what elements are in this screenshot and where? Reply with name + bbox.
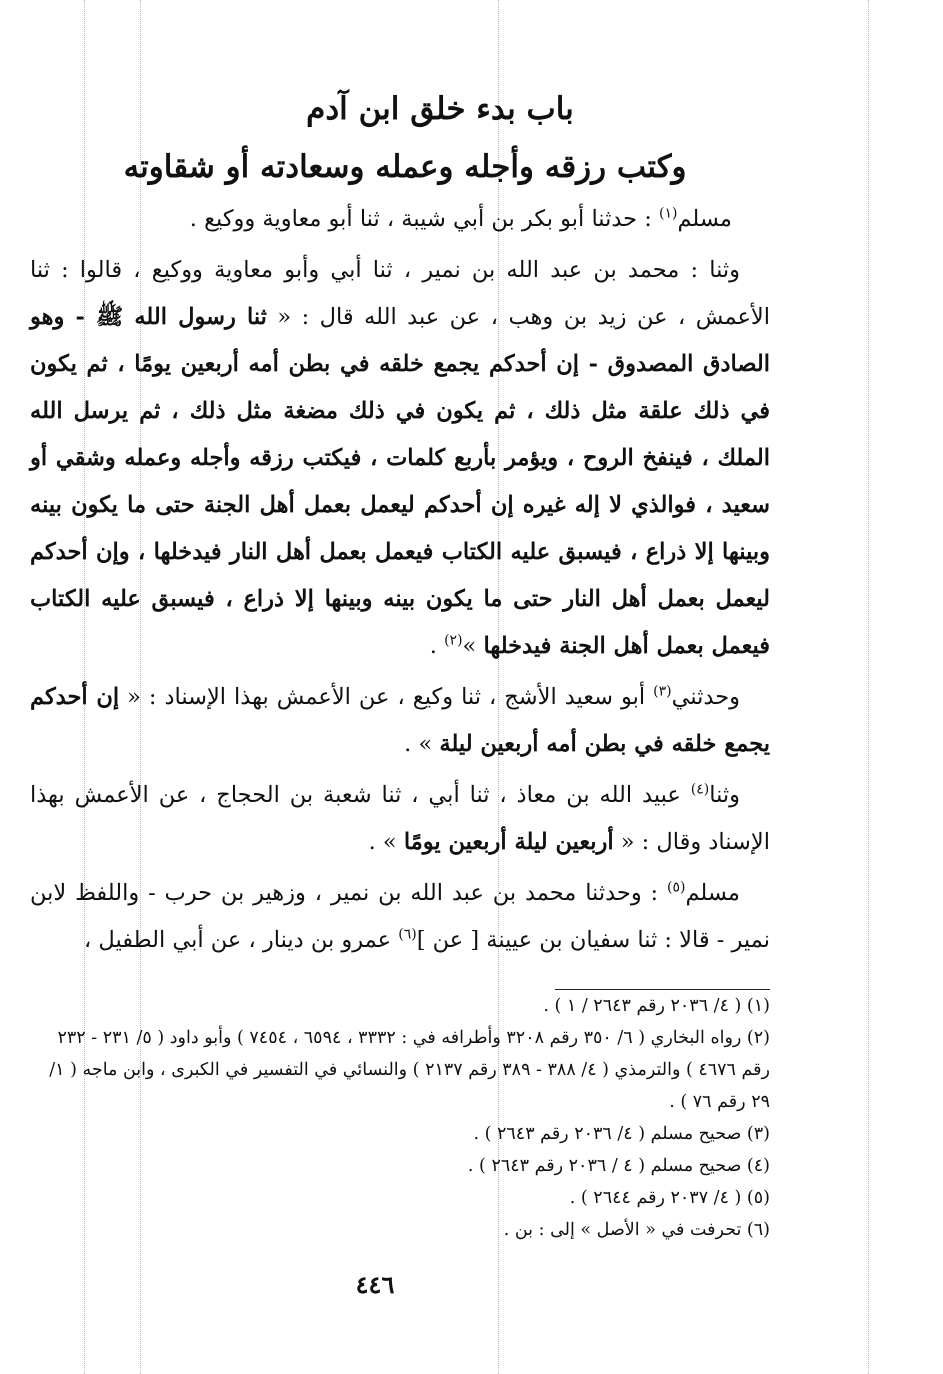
main-text bbox=[30, 80, 770, 968]
quote-close: » . bbox=[368, 829, 404, 855]
source-name: مسلم bbox=[677, 206, 732, 232]
quote-close: » bbox=[462, 633, 484, 659]
footnote-ref: (٢) bbox=[444, 632, 463, 649]
paragraph-2 bbox=[30, 247, 770, 670]
chapter-subtitle: وكتب رزقه وأجله وعمله وسعادته أو شقاوته bbox=[123, 149, 687, 185]
isnad-text: عمرو بن دينار ، عن أبي الطفيل ، bbox=[84, 927, 399, 953]
paragraph-3 bbox=[30, 674, 770, 768]
footnote-ref: (٦) bbox=[398, 926, 417, 943]
footnote-item: (٢) رواه البخاري ( ٦/ ٣٥٠ رقم ٣٢٠٨ وأطرافه في : ٣٣٣٢ ، ٦٥٩٤ ، ٧٤٥٤ ) وأبو داود ( ٥/ ٢٣١ - ٢٣٢ رقم ٤٦٧٦ ) والترمذي ( ٤/ ٣٨٨ - ٣٨٩ رقم ٢١٣٧ ) والنسائي في التفسير في الكبرى ، وابن ماجه ( ١/ ٢٩ رقم ٧٦ ) . bbox=[49, 1028, 770, 1112]
footnote-item: (٤) صحيح مسلم ( ٤ / ٢٠٣٦ رقم ٢٦٤٣ ) . bbox=[467, 1156, 770, 1176]
hadith-text: أربعين ليلة أربعين يومًا bbox=[403, 829, 614, 855]
footnote-ref: (٣) bbox=[653, 683, 672, 700]
isnad-text: وحدثني bbox=[671, 684, 740, 710]
paragraph-5 bbox=[30, 870, 770, 964]
paragraph-1 bbox=[30, 196, 770, 243]
isnad-text: وثنا bbox=[709, 782, 740, 808]
footnote-ref: (١) bbox=[658, 205, 678, 222]
paragraph-4 bbox=[30, 772, 770, 866]
paragraph-end: . bbox=[429, 633, 445, 659]
footnote-ref: (٤) bbox=[690, 781, 710, 798]
isnad-text: : حدثنا أبو بكر بن أبي شيبة ، ثنا أبو معاوية ووكيع . bbox=[189, 206, 659, 232]
isnad-text: : وحدثنا محمد بن عبد الله بن نمير ، وزهير بن حرب - واللفظ لابن نمير - قالا : ثنا سفيان بن عيينة [ عن ] bbox=[30, 880, 770, 953]
page-number: ٤٤٦ bbox=[355, 1270, 395, 1299]
footnote-ref: (٥) bbox=[666, 879, 686, 896]
footnotes bbox=[30, 990, 770, 1246]
hadith-text: إن أحدكم يجمع خلقه في بطن أمه أربعين ليلة bbox=[30, 684, 770, 757]
quote-close: » . bbox=[404, 731, 440, 757]
isnad-text: وثنا : محمد بن عبد الله بن نمير ، ثنا أبي وأبو معاوية ووكيع ، قالوا : ثنا الأعمش ، عن زيد بن وهب ، عن عبد الله قال : « bbox=[30, 257, 770, 330]
chapter-title: باب بدء خلق ابن آدم bbox=[306, 91, 574, 127]
footnote-item: (٥) ( ٤/ ٢٠٣٧ رقم ٢٦٤٤ ) . bbox=[569, 1188, 770, 1208]
isnad-text: عبيد الله بن معاذ ، ثنا أبي ، ثنا شعبة بن الحجاج ، عن الأعمش بهذا الإسناد وقال : « bbox=[30, 782, 770, 855]
hadith-text: ثنا رسول الله ﷺ - وهو الصادق المصدوق - إن أحدكم يجمع خلقه في بطن أمه أربعين يومًا ، ثم يكون في ذلك علقة مثل ذلك ، ثم يكون في ذلك مضغة مثل ذلك ، ثم يرسل الله الملك ، فينفخ الروح ، ويؤمر بأربع كلمات ، فيكتب رزقه وأجله وعمله وشقي أو سعيد ، فوالذي لا إله غيره إن أحدكم ليعمل بعمل أهل الجنة حتى ما يكون بينه وبينها إلا ذراع ، فيسبق عليه الكتاب فيعمل بعمل أهل النار فيدخلها ، وإن أحدكم ليعمل بعمل أهل النار حتى ما يكون بينه وبينها إلا ذراع ، فيسبق عليه الكتاب فيعمل بعمل أهل الجنة فيدخلها bbox=[30, 304, 770, 659]
footnote-item: (٦) تحرفت في « الأصل » إلى : بن . bbox=[503, 1220, 770, 1240]
scan-guide-line bbox=[868, 0, 869, 1374]
source-name: مسلم bbox=[685, 880, 740, 906]
footnote-item: (٣) صحيح مسلم ( ٤/ ٢٠٣٦ رقم ٢٦٤٣ ) . bbox=[473, 1124, 770, 1144]
footnote-item: (١) ( ٤/ ٢٠٣٦ رقم ٢٦٤٣ / ١ ) . bbox=[543, 996, 770, 1016]
isnad-text: أبو سعيد الأشج ، ثنا وكيع ، عن الأعمش بهذا الإسناد : « bbox=[119, 684, 654, 710]
